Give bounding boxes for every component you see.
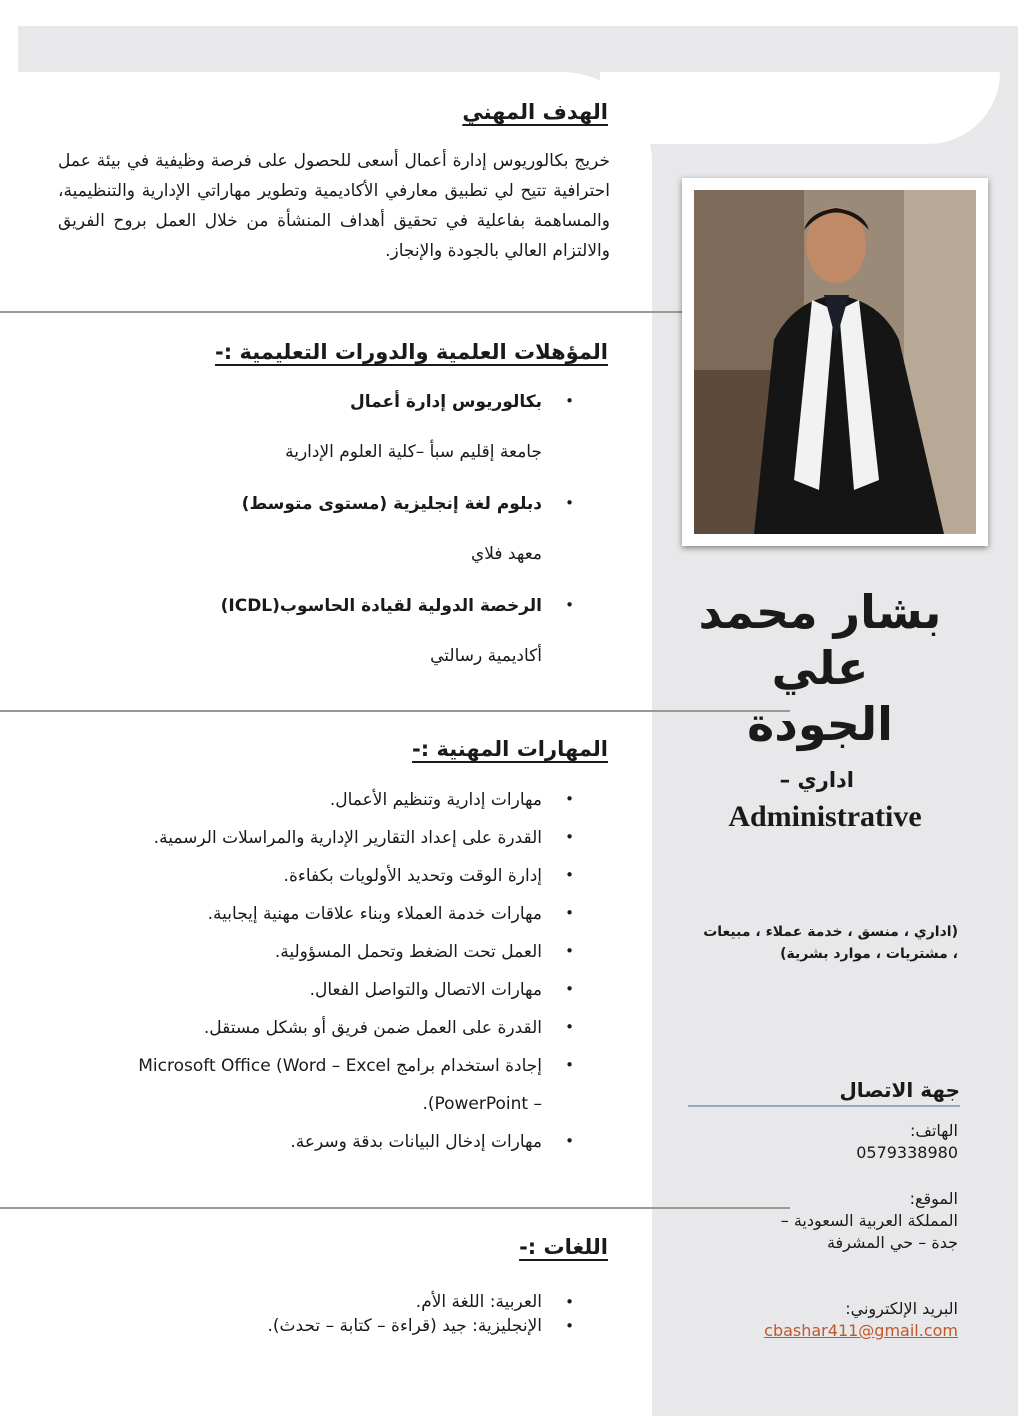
language-item: • الإنجليزية: جيد (قراءة – كتابة – تحدث). [150,1314,576,1338]
location-line: المملكة العربية السعودية – [780,1211,958,1230]
skill-item: • العمل تحت الضغط وتحمل المسؤولية. [60,942,576,980]
qualification-place: أكاديمية رسالتي [430,646,542,666]
skill-item: • القدرة على إعداد التقارير الإدارية والمراسلات الرسمية. [60,828,576,866]
qualification-title: • دبلوم لغة إنجليزية (مستوى متوسط) [100,494,576,544]
qualification-place: جامعة إقليم سبأ –كلية العلوم الإدارية [285,442,542,462]
section-divider [0,311,682,313]
phone-block [700,1120,958,1164]
skill-item: • مهارات إدارية وتنظيم الأعمال. [60,790,576,828]
qualifications-heading: المؤهلات العلمية والدورات التعليمية :- [215,340,608,364]
location-block [700,1188,958,1254]
phone-label: الهاتف: [910,1121,958,1140]
skill-item: • مهارات إدخال البيانات بدقة وسرعة. [60,1132,576,1170]
profile-photo [694,190,976,534]
section-divider [0,1207,790,1209]
skill-item: • مهارات الاتصال والتواصل الفعال. [60,980,576,1018]
location-label: الموقع: [909,1189,958,1208]
skills-heading: المهارات المهنية :- [412,737,608,761]
profile-name: بشار محمد علي الجودة [698,585,942,751]
email-link[interactable]: cbashar411@gmail.com [764,1321,958,1340]
skill-item: • القدرة على العمل ضمن فريق أو بشكل مستقل. [60,1018,576,1056]
skill-item: • مهارات خدمة العملاء وبناء علاقات مهنية إيجابية. [60,904,576,942]
job-fields: (اداري ، منسق ، خدمة عملاء ، مبيعات ، مشتريات ، موارد بشرية) [703,924,958,962]
objective-text: خريج بكالوريوس إدارة أعمال أسعى للحصول على فرصة وظيفية في بيئة عمل احترافية تتيح لي تطبيق معارفي الأكاديمية وتطوير مهاراتي الإدارية والتنظيمية، والمساهمة بفاعلية في تحقيق أهداف المنشأة من خلال العمل بروح الفريق والالتزام العالي بالجودة والإنجاز. [58,151,610,261]
header-curve [600,72,1000,144]
skill-item: • إجادة استخدام برامج Microsoft Office (Word – Excel [60,1056,576,1094]
email-label: البريد الإلكتروني: [845,1299,958,1318]
qualifications-list [100,392,576,686]
role-english: Administrative [728,800,922,833]
graduate-photo-image [694,190,976,534]
qualification-title: • الرخصة الدولية لقيادة الحاسوب(ICDL) [100,596,576,646]
contact-divider [688,1105,960,1107]
skill-item: • إدارة الوقت وتحديد الأولويات بكفاءة. [60,866,576,904]
role-arabic: اداري – [779,768,854,792]
languages-list [150,1290,576,1338]
language-item: • العربية: اللغة الأم. [150,1290,576,1314]
qualification-title: • بكالوريوس إدارة أعمال [100,392,576,442]
objective-heading: الهدف المهني [462,100,608,124]
location-line: جدة – حي المشرفة [826,1233,958,1252]
languages-heading: اللغات :- [519,1235,608,1259]
email-block [700,1298,958,1342]
contact-heading: جهة الاتصال [839,1078,960,1102]
phone-number: 0579338980 [856,1143,958,1162]
qualification-place: معهد فلاي [470,544,542,564]
skill-item-continuation: – PowerPoint). [422,1094,542,1114]
skills-list [60,790,576,1170]
